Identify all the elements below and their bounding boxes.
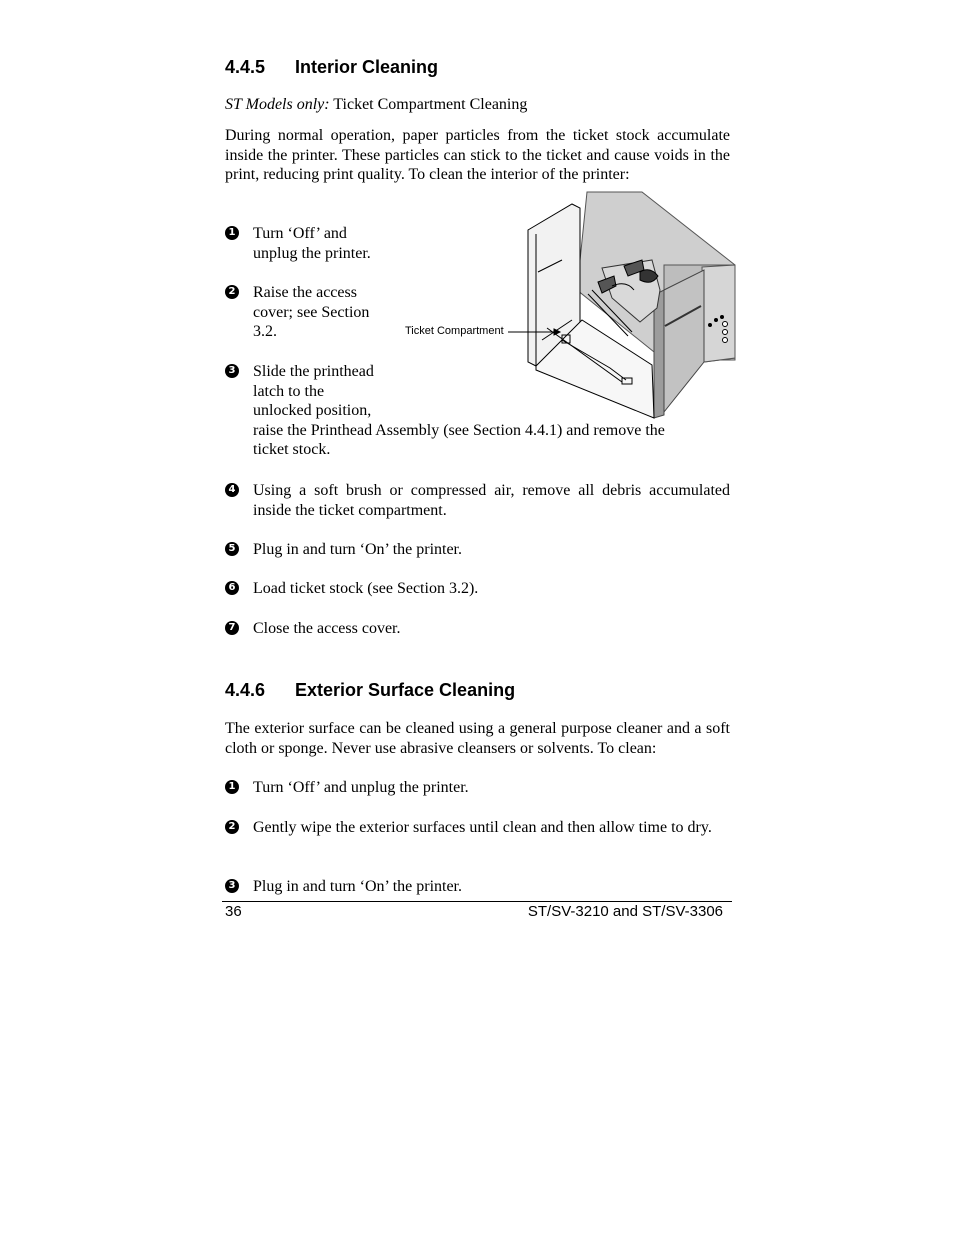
section-title: Exterior Surface Cleaning <box>295 680 516 700</box>
step-text-line: Raise the access <box>253 284 357 301</box>
step-text-line: unlocked position, <box>253 402 372 420</box>
step-text-line: cover; see Section <box>253 303 370 321</box>
step-text-continuation: raise the Printhead Assembly (see Section 4.4.1) and remove the ticket stock. <box>253 421 665 459</box>
footer-divider <box>222 901 732 902</box>
step-text: Plug in and turn ‘On’ the printer. <box>253 878 462 895</box>
step-marker: 2 <box>225 820 239 834</box>
step-text: Turn ‘Off’ and unplug the printer. <box>253 779 469 796</box>
page-number: 36 <box>225 903 242 920</box>
step-marker: 3 <box>225 364 239 378</box>
step-marker: 4 <box>225 483 239 497</box>
step-marker: 6 <box>225 581 239 595</box>
subheading-text: Ticket Compartment Cleaning <box>329 96 528 113</box>
section-number: 4.4.5 <box>225 57 266 77</box>
step-marker: 7 <box>225 621 239 635</box>
step-marker: 3 <box>225 879 239 893</box>
section-title: Interior Cleaning <box>295 57 439 77</box>
intro-paragraph: During normal operation, paper particles from the ticket stock accumulate inside the printer. These particles can stick to the ticket and cause voids in the print, reducing print quality. To clean the interior of the printer: <box>225 127 730 184</box>
subheading-italic: ST Models only: <box>225 96 330 113</box>
section-number: 4.4.6 <box>225 680 266 700</box>
intro-paragraph: The exterior surface can be cleaned using a general purpose cleaner and a soft cloth or sponge. Never use abrasive cleansers or solvents. To clean: <box>225 720 730 757</box>
step-text-line: unplug the printer. <box>253 244 371 262</box>
step-text: Gently wipe the exterior surfaces until clean and then allow time to dry. <box>253 819 712 836</box>
step-text: Using a soft brush or compressed air, remove all debris accumulated inside the ticket compartment. <box>253 482 730 519</box>
step-marker: 1 <box>225 780 239 794</box>
step-text: Plug in and turn ‘On’ the printer. <box>253 541 462 558</box>
subheading <box>225 95 527 115</box>
step-marker: 1 <box>225 226 239 240</box>
printer-interior-illustration <box>402 190 742 420</box>
footer-model: ST/SV-3210 and ST/SV-3306 <box>527 903 723 920</box>
step-marker: 2 <box>225 285 239 299</box>
step-text-line: 3.2. <box>253 323 277 341</box>
step-text-line: Slide the printhead <box>253 363 374 380</box>
step-text-line: Turn ‘Off’ and <box>253 225 347 242</box>
step-marker: 5 <box>225 542 239 556</box>
figure-callout: Ticket Compartment <box>405 325 504 337</box>
step-text: Load ticket stock (see Section 3.2). <box>253 580 479 597</box>
section-heading-4-4-5 <box>225 56 438 78</box>
step-text-line: latch to the <box>253 382 325 400</box>
section-heading-4-4-6 <box>225 679 515 701</box>
step-text: Close the access cover. <box>253 620 401 637</box>
